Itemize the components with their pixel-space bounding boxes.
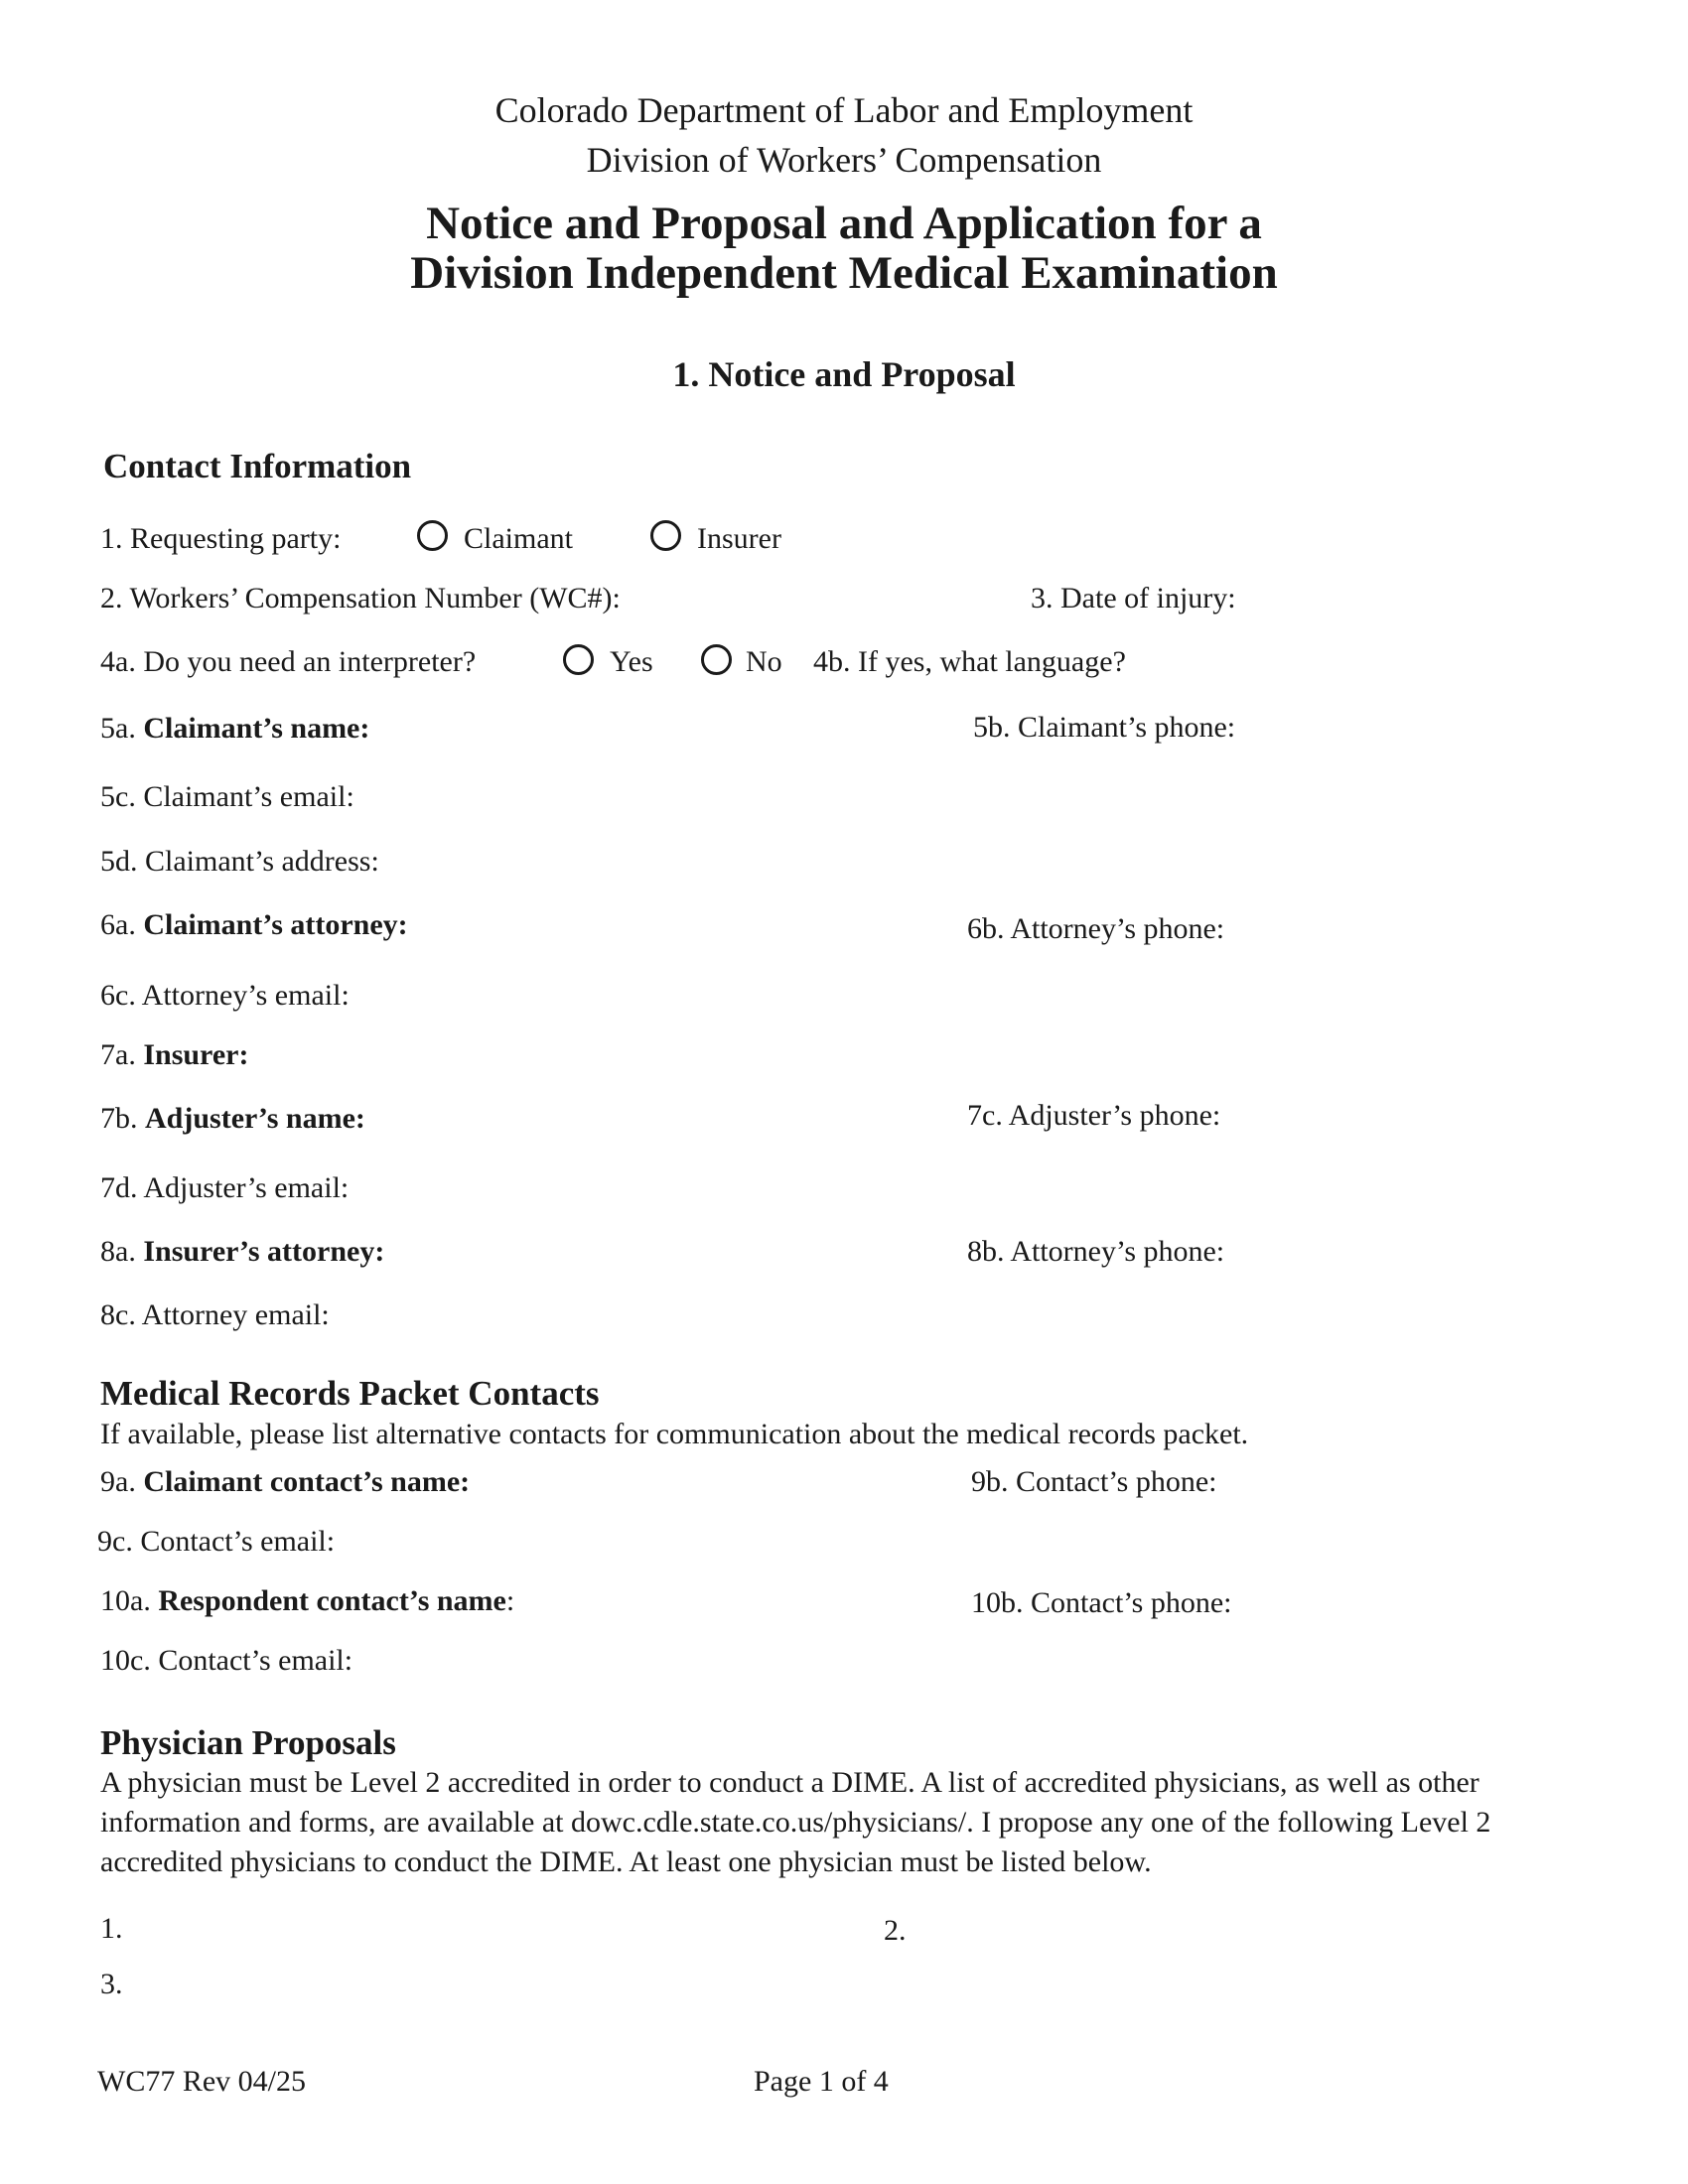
physician-3-label: 3.: [100, 1968, 123, 2000]
interpreter-no-label: No: [746, 645, 782, 678]
insurer-attorney-phone-label: 8b. Attorney’s phone:: [967, 1235, 1225, 1268]
interpreter-label: 4a. Do you need an interpreter?: [100, 645, 477, 678]
adjuster-phone-label: 7c. Adjuster’s phone:: [967, 1099, 1221, 1132]
adjuster-name-label: 7b. Adjuster’s name:: [100, 1102, 365, 1135]
claimant-contact-email-label: 9c. Contact’s email:: [97, 1525, 336, 1558]
section-title: 1. Notice and Proposal: [672, 354, 1016, 394]
claimant-email-label: 5c. Claimant’s email:: [100, 780, 354, 813]
physician-2-label: 2.: [884, 1914, 907, 1947]
interpreter-yes-label: Yes: [610, 645, 653, 678]
claimant-address-label: 5d. Claimant’s address:: [100, 845, 379, 878]
form-id: WC77 Rev 04/25: [97, 2065, 306, 2098]
insurer-label: 7a. Insurer:: [100, 1038, 249, 1071]
language-label: 4b. If yes, what language?: [813, 645, 1126, 678]
adjuster-email-label: 7d. Adjuster’s email:: [100, 1171, 350, 1204]
wc-number-label: 2. Workers’ Compensation Number (WC#):: [100, 582, 621, 614]
insurer-radio[interactable]: [650, 520, 681, 551]
department-name: Colorado Department of Labor and Employment: [494, 90, 1194, 130]
insurer-option-label: Insurer: [697, 522, 781, 555]
respondent-contact-name-label: 10a. Respondent contact’s name:: [100, 1584, 515, 1617]
claimant-name-label: 5a. Claimant’s name:: [100, 712, 370, 745]
form-title-line2: Division Independent Medical Examination: [410, 247, 1278, 299]
records-intro: If available, please list alternative contacts for communication about the medical records packet.: [100, 1418, 1249, 1450]
insurer-attorney-label: 8a. Insurer’s attorney:: [100, 1235, 385, 1268]
division-name: Division of Workers’ Compensation: [586, 140, 1102, 180]
physician-1-label: 1.: [100, 1912, 123, 1945]
claimant-contact-name-label: 9a. Claimant contact’s name:: [100, 1465, 471, 1498]
date-of-injury-label: 3. Date of injury:: [1031, 582, 1236, 614]
claimant-attorney-label: 6a. Claimant’s attorney:: [100, 908, 408, 941]
claimant-phone-label: 5b. Claimant’s phone:: [973, 711, 1236, 744]
contact-heading: Contact Information: [103, 447, 412, 485]
requesting-party-label: 1. Requesting party:: [100, 522, 342, 555]
claimant-option-label: Claimant: [464, 522, 573, 555]
records-heading: Medical Records Packet Contacts: [100, 1374, 600, 1413]
claimant-attorney-phone-label: 6b. Attorney’s phone:: [967, 912, 1225, 945]
claimant-attorney-email-label: 6c. Attorney’s email:: [100, 979, 350, 1012]
respondent-contact-email-label: 10c. Contact’s email:: [100, 1644, 353, 1677]
claimant-contact-phone-label: 9b. Contact’s phone:: [971, 1465, 1217, 1498]
interpreter-yes-radio[interactable]: [563, 644, 594, 675]
physicians-instructions: A physician must be Level 2 accredited in order to conduct a DIME. A list of accredited physicians, as well as other information and forms, are available at dowc.cdle.state.co.us/physicians/. I propose any one of the following Level 2 accredited physicians to conduct the DIME. At least one physician must be listed below.: [100, 1766, 1491, 1878]
physicians-heading: Physician Proposals: [100, 1723, 396, 1762]
interpreter-no-radio[interactable]: [701, 644, 732, 675]
page-number: Page 1 of 4: [754, 2065, 889, 2098]
insurer-attorney-email-label: 8c. Attorney email:: [100, 1298, 330, 1331]
claimant-radio[interactable]: [417, 520, 448, 551]
form-title-line1: Notice and Proposal and Application for a: [426, 198, 1262, 249]
respondent-contact-phone-label: 10b. Contact’s phone:: [971, 1586, 1232, 1619]
